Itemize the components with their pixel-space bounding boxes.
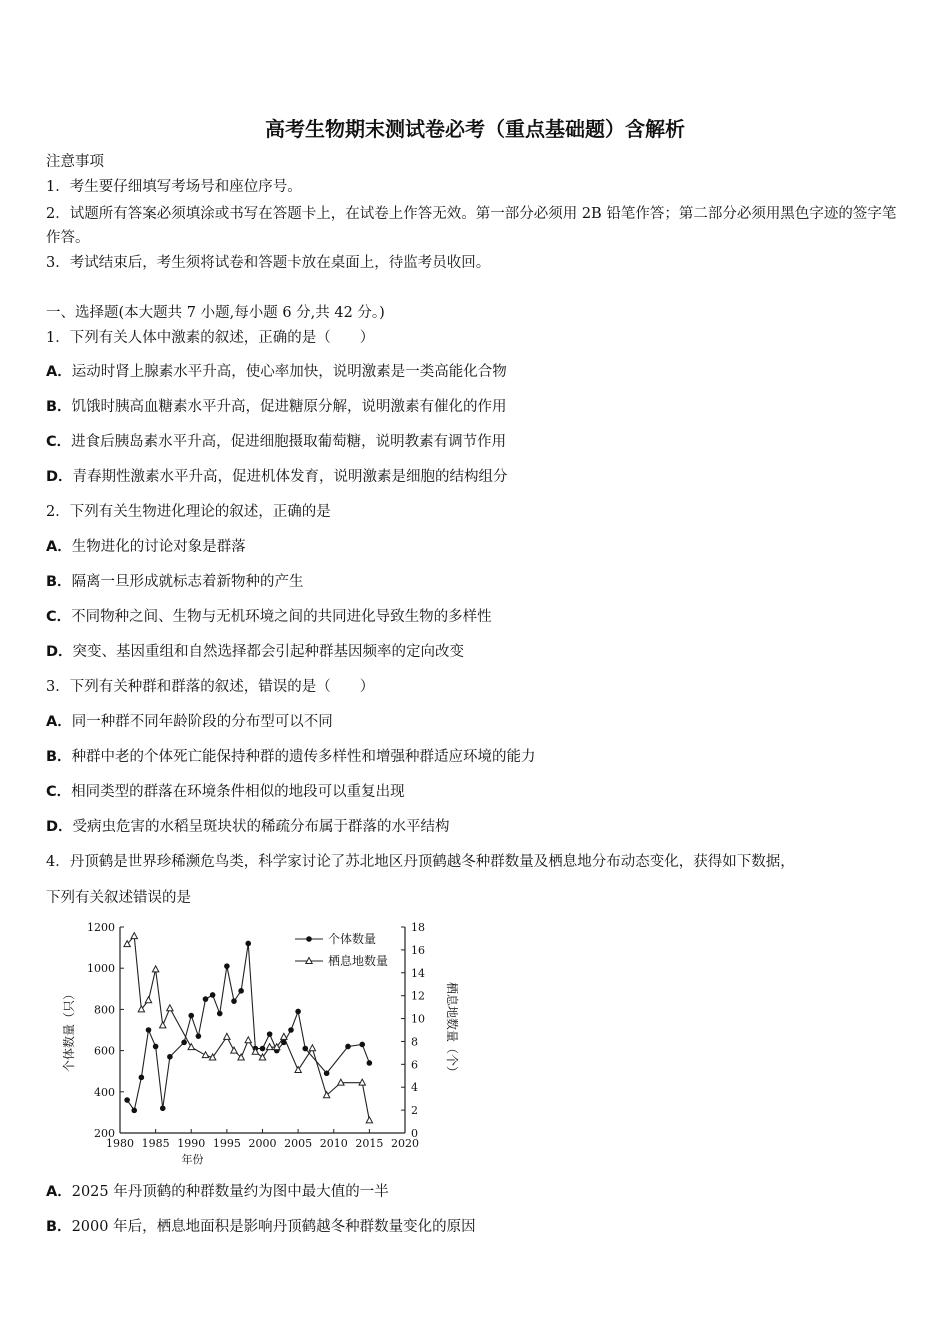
individual-count-point — [324, 1070, 330, 1076]
y-left-tick-label: 600 — [94, 1044, 115, 1058]
x-tick-label: 2000 — [248, 1137, 277, 1150]
habitat-count-point — [131, 933, 137, 939]
individual-count-point — [367, 1060, 373, 1066]
legend-label-1: 个体数量 — [328, 932, 377, 946]
individual-count-point — [359, 1042, 365, 1048]
q3-option-c: C．相同类型的群落在环境条件相似的地段可以重复出现 — [46, 784, 405, 800]
habitat-count-point — [231, 1047, 237, 1053]
y-right-axis-label: 栖息地数量（个） — [445, 981, 459, 1079]
x-tick-label: 2005 — [284, 1137, 313, 1150]
notice-heading: 注意事项 — [46, 154, 104, 170]
q4-option-a: A．2025 年丹顶鹤的种群数量约为图中最大值的一半 — [46, 1184, 389, 1200]
question-4-stem-line-1: 4．丹顶鹤是世界珍稀濒危鸟类，科学家讨论了苏北地区丹顶鹤越冬种群数量及栖息地分布动态变化，获得如下数据， — [46, 854, 795, 870]
x-axis-label: 年份 — [181, 1153, 204, 1166]
individual-count-point — [245, 941, 251, 947]
y-left-tick-label: 400 — [94, 1085, 115, 1099]
x-tick-label: 1985 — [141, 1137, 170, 1150]
y-left-tick-label: 1000 — [87, 962, 115, 976]
legend-label-2: 栖息地数量 — [328, 954, 389, 968]
y-right-tick-label: 4 — [411, 1081, 418, 1095]
q2-option-c: C．不同物种之间、生物与无机环境之间的共同进化导致生物的多样性 — [46, 609, 492, 625]
question-3-stem: 3．下列有关种群和群落的叙述，错误的是（ ） — [46, 679, 375, 695]
y-right-tick-label: 2 — [411, 1104, 418, 1118]
individual-count-point — [267, 1031, 273, 1037]
habitat-count-point — [160, 1022, 166, 1028]
y-left-tick-label: 200 — [94, 1127, 115, 1140]
y-right-tick-label: 8 — [411, 1035, 418, 1049]
habitat-count-point — [224, 1033, 230, 1039]
individual-count-point — [224, 963, 230, 969]
individual-count-point — [295, 1009, 301, 1015]
habitat-count-point — [202, 1052, 208, 1058]
individual-count-point — [131, 1108, 137, 1114]
q1-option-d: D．青春期性激素水平升高，促进机体发育，说明激素是细胞的结构组分 — [46, 469, 508, 485]
notice-item-1: 1．考生要仔细填写考场号和座位序号。 — [46, 179, 302, 195]
individual-count-point — [288, 1027, 294, 1033]
habitat-count-point — [366, 1117, 372, 1123]
habitat-count-point — [245, 1037, 251, 1043]
y-left-axis-label: 个体数量（只） — [62, 987, 76, 1073]
y-right-tick-label: 16 — [411, 943, 425, 957]
page-title: 高考生物期末测试卷必考（重点基础题）含解析 — [265, 117, 685, 141]
y-right-tick-label: 0 — [411, 1127, 418, 1140]
x-tick-label: 2020 — [391, 1137, 419, 1150]
habitat-count-point — [145, 997, 151, 1003]
q2-option-a: A．生物进化的讨论对象是群落 — [46, 539, 246, 555]
q3-option-b: B．种群中老的个体死亡能保持种群的遗传多样性和增强种群适应环境的能力 — [46, 749, 536, 765]
individual-count-point — [160, 1105, 166, 1111]
section-heading: 一、选择题(本大题共 7 小题,每小题 6 分,共 42 分。) — [46, 305, 385, 321]
individual-count-point — [231, 998, 237, 1004]
individual-count-point — [302, 1046, 308, 1052]
q3-option-a: A．同一种群不同年龄阶段的分布型可以不同 — [46, 714, 333, 730]
y-left-tick-label: 1200 — [87, 921, 115, 934]
habitat-count-point — [152, 966, 158, 972]
notice-item-3: 3．考试结束后，考生须将试卷和答题卡放在桌面上，待监考员收回。 — [46, 255, 491, 271]
individual-count-point — [139, 1075, 145, 1081]
y-right-tick-label: 12 — [411, 989, 425, 1003]
y-right-tick-label: 18 — [411, 921, 425, 934]
question-2-stem: 2．下列有关生物进化理论的叙述，正确的是 — [46, 504, 331, 520]
crane-population-chart — [55, 915, 475, 1170]
q2-option-b: B．隔离一旦形成就标志着新物种的产生 — [46, 574, 304, 590]
habitat-count-point — [309, 1045, 315, 1051]
q4-option-b: B．2000 年后，栖息地面积是影响丹顶鹤越冬种群数量变化的原因 — [46, 1219, 476, 1235]
individual-count-point — [146, 1027, 152, 1033]
individual-count-point — [238, 988, 244, 994]
individual-count-point — [210, 992, 216, 998]
x-tick-label: 2010 — [319, 1137, 348, 1150]
q3-option-d: D．受病虫危害的水稻呈斑块状的稀疏分布属于群落的水平结构 — [46, 819, 450, 835]
x-tick-label: 1990 — [177, 1137, 206, 1150]
question-1-stem: 1．下列有关人体中激素的叙述，正确的是（ ） — [46, 330, 375, 346]
individual-count-point — [181, 1040, 187, 1046]
individual-count-point — [345, 1044, 351, 1050]
legend-marker-circle — [306, 936, 312, 942]
individual-count-point — [124, 1097, 130, 1103]
individual-count-point — [217, 1011, 223, 1017]
habitat-count-point — [167, 1005, 173, 1011]
notice-item-2: 2．试题所有答案必须填涂或书写在答题卡上，在试卷上作答无效。第一部分必须用 2B 铅笔作答；第二部分必须用黑色字迹的签字笔作答。 — [46, 206, 897, 246]
q1-option-c: C．进食后胰岛素水平升高，促进细胞摄取葡萄糖，说明教素有调节作用 — [46, 434, 507, 450]
habitat-count-point — [188, 1044, 194, 1050]
individual-count-point — [260, 1046, 266, 1052]
y-right-tick-label: 6 — [411, 1058, 418, 1072]
y-right-tick-label: 14 — [411, 966, 425, 980]
individual-count-point — [188, 1013, 194, 1019]
individual-count-point — [153, 1044, 159, 1050]
individual-count-point — [196, 1033, 202, 1039]
individual-count-point — [203, 996, 209, 1002]
x-tick-label: 2015 — [355, 1137, 384, 1150]
q1-option-b: B．饥饿时胰高血糖素水平升高，促进糖原分解，说明激素有催化的作用 — [46, 399, 507, 415]
q2-option-d: D．突变、基因重组和自然选择都会引起种群基因频率的定向改变 — [46, 644, 465, 660]
y-left-tick-label: 800 — [94, 1003, 115, 1017]
x-tick-label: 1995 — [212, 1137, 241, 1150]
individual-count-point — [167, 1054, 173, 1060]
q1-option-a: A．运动时肾上腺素水平升高，使心率加快，说明激素是一类高能化合物 — [46, 364, 507, 380]
y-right-tick-label: 10 — [411, 1012, 425, 1026]
x-tick-label: 1980 — [106, 1137, 134, 1150]
habitat-count-point — [281, 1033, 287, 1039]
question-4-stem-line-2: 下列有关叙述错误的是 — [46, 890, 191, 906]
